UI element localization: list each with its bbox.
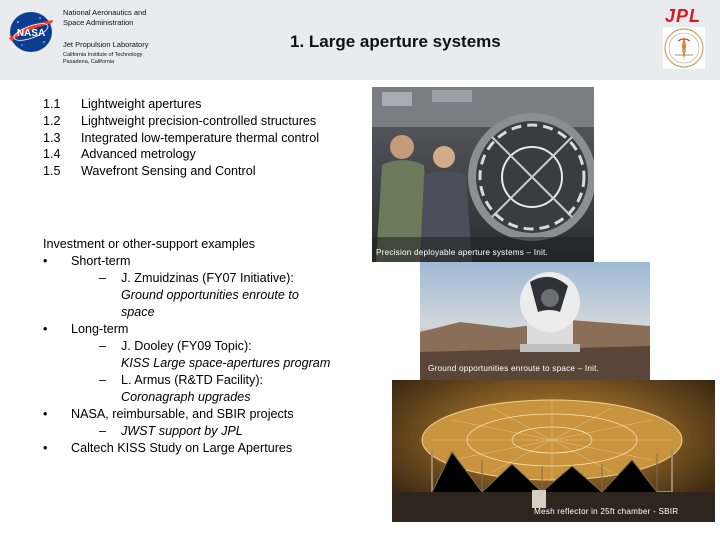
- lab-name: Jet Propulsion Laboratory: [63, 40, 149, 49]
- photo-ground-observatory: [420, 262, 650, 380]
- sub-item-text: [121, 338, 330, 372]
- dash-marker: –: [99, 271, 107, 285]
- bullet-item: [43, 406, 373, 423]
- topic-number: 1.5: [43, 164, 61, 179]
- bullet-marker: •: [43, 441, 48, 455]
- topic-item: [43, 163, 363, 180]
- bullet-text: Caltech KISS Study on Large Apertures: [71, 441, 293, 455]
- jpl-logo-icon: [655, 6, 711, 24]
- slide-title: 1. Large aperture systems: [290, 32, 501, 51]
- topic-text: Wavefront Sensing and Control: [81, 164, 256, 179]
- sub-item-detail: Coronagraph upgrades: [121, 390, 251, 404]
- sub-item-detail: KISS Large space-apertures program: [121, 356, 331, 370]
- agency-line-2: Space Administration: [63, 18, 134, 27]
- sub-item-text: [121, 372, 263, 406]
- caltech-seal-icon: [663, 27, 705, 69]
- bullet-text: NASA, reimbursable, and SBIR projects: [71, 407, 294, 421]
- sub-item-author: J. Dooley (FY09 Topic):: [121, 339, 252, 353]
- sub-item-detail: JWST support by JPL: [121, 424, 243, 438]
- topic-item: [43, 146, 363, 163]
- header-band: [0, 0, 720, 80]
- bullet-item: [43, 253, 373, 270]
- topic-number: 1.2: [43, 113, 61, 128]
- examples-section: [43, 236, 373, 457]
- dash-marker: –: [99, 424, 107, 438]
- nasa-logo-icon: [6, 10, 56, 54]
- sub-item-author: L. Armus (R&TD Facility):: [121, 373, 264, 387]
- institute-line-2: Pasadena, California: [63, 59, 115, 65]
- bullet-item: [43, 321, 373, 338]
- nasa-logo-text: NASA: [16, 28, 46, 39]
- topic-number: 1.1: [43, 97, 61, 111]
- photo-mesh-reflector: [392, 380, 715, 522]
- topic-item: [43, 113, 363, 130]
- topic-text: Advanced metrology: [81, 147, 196, 162]
- topic-text: Lightweight apertures: [81, 97, 202, 111]
- topic-text: Integrated low-temperature thermal control: [81, 130, 319, 145]
- dash-marker: –: [99, 373, 107, 387]
- photo-deployable-aperture: [372, 87, 594, 262]
- topic-text: Lightweight precision-controlled structures: [81, 113, 317, 128]
- institute-line-1: California Institute of Technology: [63, 52, 143, 58]
- institute-name: [63, 52, 142, 66]
- bullet-marker: •: [43, 322, 48, 336]
- bullet-marker: •: [43, 254, 48, 268]
- dash-marker: –: [99, 339, 107, 353]
- sub-item: [43, 338, 373, 372]
- bullet-item: [43, 440, 373, 457]
- topic-item: [43, 96, 363, 113]
- sub-item: [43, 270, 373, 321]
- photo-caption: Precision deployable aperture systems – Init.: [376, 248, 548, 257]
- jpl-logo-text: JPL: [664, 6, 702, 24]
- sub-item-text: [121, 270, 331, 321]
- agency-name: [63, 8, 146, 28]
- photo-caption: Ground opportunities enroute to space – Init.: [428, 364, 600, 373]
- examples-heading: Investment or other-support examples: [43, 237, 256, 251]
- sub-item: [43, 372, 373, 406]
- bullet-marker: •: [43, 407, 48, 421]
- bullet-text: Short-term: [71, 254, 131, 268]
- topics-list: [43, 96, 363, 180]
- bullet-text: Long-term: [71, 322, 129, 336]
- topic-item: [43, 130, 363, 147]
- sub-item-detail: Ground opportunities enroute to space: [121, 288, 299, 319]
- topic-number: 1.4: [43, 147, 61, 162]
- topic-number: 1.3: [43, 130, 61, 145]
- agency-line-1: National Aeronautics and: [63, 8, 147, 17]
- sub-item: [43, 423, 373, 440]
- photo-caption: Mesh reflector in 25ft chamber - SBIR: [534, 507, 679, 516]
- sub-item-author: J. Zmuidzinas (FY07 Initiative):: [121, 271, 294, 285]
